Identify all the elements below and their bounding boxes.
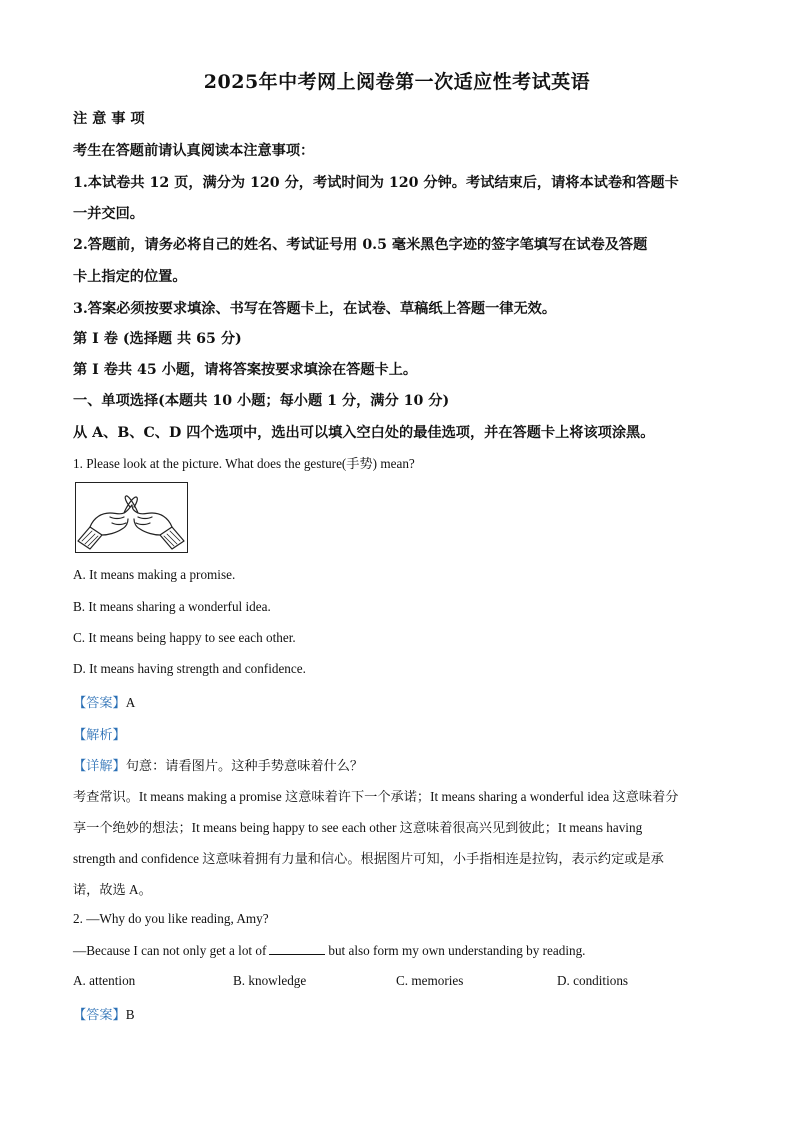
detail-label: 【详解】 bbox=[73, 758, 126, 773]
pinky-promise-image bbox=[75, 482, 188, 553]
answer-blank bbox=[269, 942, 325, 955]
section-heading: 一、单项选择(本题共 10 小题；每小题 1 分，满分 10 分) bbox=[73, 393, 450, 409]
part-heading: 第 I 卷 (选择题 共 65 分) bbox=[73, 331, 242, 347]
notice-item-2-cont: 卡上指定的位置。 bbox=[73, 269, 187, 285]
question-2-option-d: D. conditions bbox=[557, 973, 629, 988]
reply-after: but also form my own understanding by reading. bbox=[328, 943, 586, 958]
question-2-stem: 2. —Why do you like reading, Amy? bbox=[73, 911, 269, 926]
question-1-option-a: A. It means making a promise. bbox=[73, 567, 236, 582]
question-1-option-b: B. It means sharing a wonderful idea. bbox=[73, 599, 271, 614]
section-description: 从 A、B、C、D 四个选项中，选出可以填入空白处的最佳选项，并在答题卡上将该项涂黑。 bbox=[73, 425, 655, 441]
question-1-answer bbox=[73, 692, 135, 711]
page-title: 2025年中考网上阅卷第一次适应性考试英语 bbox=[203, 71, 591, 93]
part-description: 第 I 卷共 45 小题，请将答案按要求填涂在答题卡上。 bbox=[73, 362, 418, 378]
answer-label: 【答案】 bbox=[73, 1007, 126, 1022]
question-2-option-a: A. attention bbox=[73, 973, 136, 988]
question-2-reply bbox=[73, 942, 585, 959]
pinky-promise-icon bbox=[76, 483, 186, 551]
notice-item-2: 2.答题前，请务必将自己的姓名、考试证号用 0.5 毫米黑色字迹的签字笔填写在试卷及答题 bbox=[73, 237, 648, 253]
notice-item-1: 1.本试卷共 12 页，满分为 120 分，考试时间为 120 分钟。考试结束后，请将本试卷和答题卡 bbox=[73, 175, 679, 191]
question-1-explanation-2: 享一个绝妙的想法；It means being happy to see each other 这意味着很高兴见到彼此；It means having bbox=[73, 820, 643, 835]
question-1-option-d: D. It means having strength and confidence. bbox=[73, 661, 306, 676]
question-1-explanation-4: 诺，故选 A。 bbox=[73, 882, 152, 897]
answer-label: 【答案】 bbox=[73, 695, 126, 710]
question-1-explanation-3: strength and confidence 这意味着拥有力量和信心。根据图片可知，小手指相连是拉钩，表示约定或是承 bbox=[73, 851, 664, 866]
notice-item-3: 3.答案必须按要求填涂、书写在答题卡上，在试卷、草稿纸上答题一律无效。 bbox=[73, 301, 557, 317]
question-1-stem: 1. Please look at the picture. What does the gesture(手势) mean? bbox=[73, 456, 415, 471]
notice-item-1-cont: 一并交回。 bbox=[73, 206, 144, 222]
question-2-option-c: C. memories bbox=[396, 973, 464, 988]
notice-intro: 考生在答题前请认真阅读本注意事项： bbox=[73, 143, 315, 159]
detail-text: 句意：请看图片。这种手势意味着什么？ bbox=[125, 758, 364, 773]
notice-heading: 注 意 事 项 bbox=[73, 111, 145, 127]
answer-value: A bbox=[125, 695, 136, 710]
question-2-answer bbox=[73, 1004, 135, 1023]
question-1-explanation-1: 考查常识。It means making a promise 这意味着许下一个承诺；It means sharing a wonderful idea 这意味着分 bbox=[73, 789, 679, 804]
reply-before: —Because I can not only get a lot of bbox=[73, 943, 267, 958]
question-1-option-c: C. It means being happy to see each other. bbox=[73, 630, 296, 645]
question-2-option-b: B. knowledge bbox=[233, 973, 307, 988]
analysis-label: 【解析】 bbox=[73, 727, 126, 742]
question-1-analysis bbox=[73, 724, 126, 743]
answer-value: B bbox=[125, 1007, 135, 1022]
question-1-detail bbox=[73, 755, 363, 774]
